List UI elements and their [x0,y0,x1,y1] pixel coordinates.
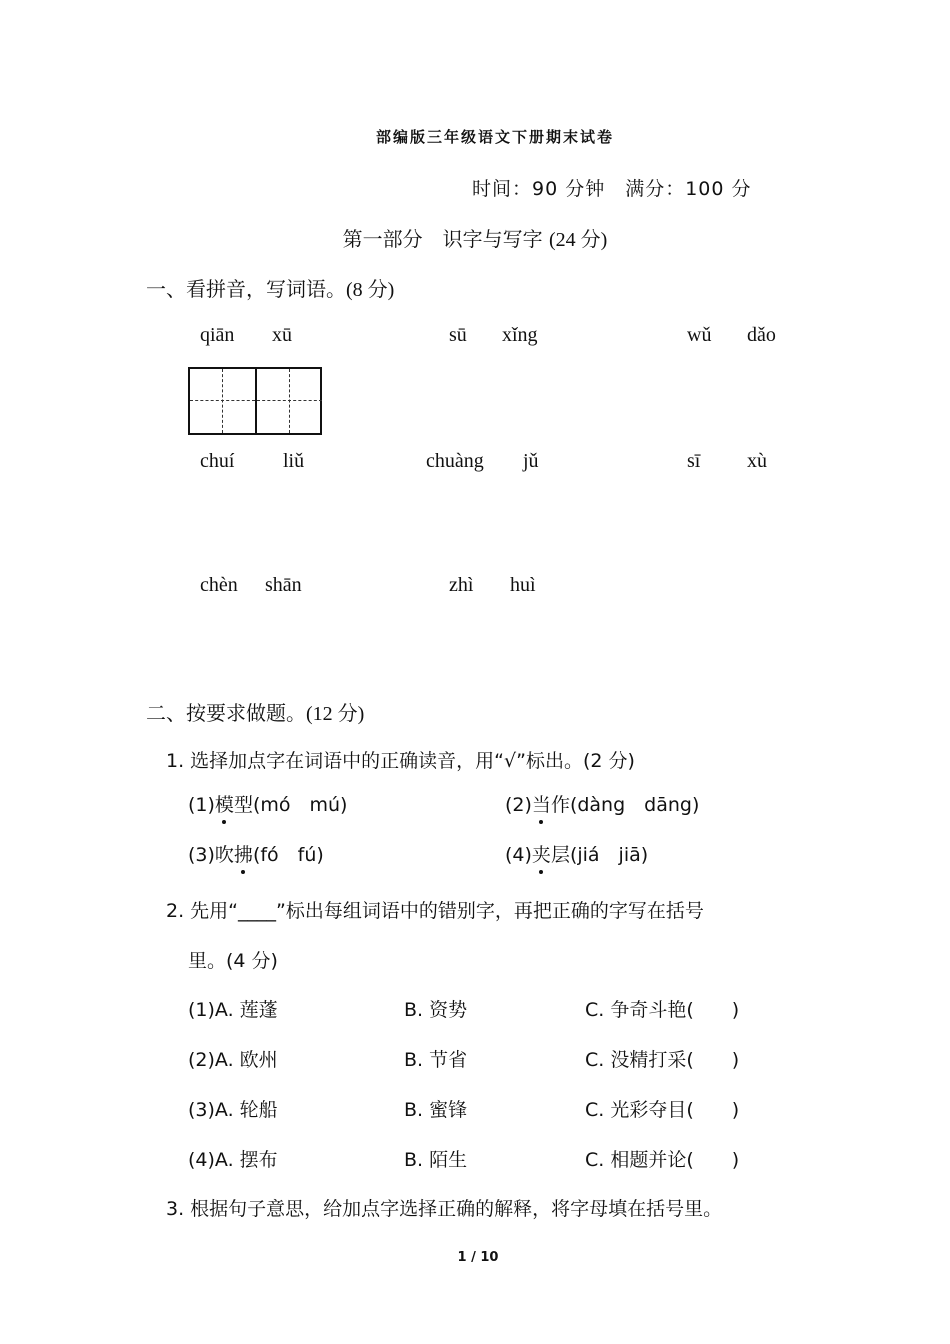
q1-option-3 [188,840,324,867]
pinyin-syllable: chuàng [426,450,484,472]
option-prefix: (4) [505,844,532,866]
pinyin-syllable: xù [747,450,767,472]
section-2-heading [146,697,364,726]
pinyin-syllable: liǔ [283,450,305,472]
section-1-heading [146,273,394,302]
dotted-char: 当 [532,790,551,817]
q2-row-3-a: (3)A. 轮船 [188,1099,278,1121]
q1-option-1 [188,790,347,817]
dotted-char: 夹 [532,840,551,867]
q1-option-4 [505,840,648,867]
dotted-char: 模 [215,790,234,817]
pinyin-syllable: zhì [449,574,474,596]
section-2-points: (12 分) [306,703,365,725]
part-heading [0,223,950,252]
question-1-stem: 1. 选择加点字在词语中的正确读音，用“√”标出。(2 分) [166,750,635,772]
pinyin-syllable: chuí [200,450,235,472]
pinyin-syllable: jǔ [523,450,539,472]
q2-row-3-c[interactable]: C. 光彩夺目( ) [585,1099,740,1121]
part-title: 第一部分 识字与写字 [342,227,543,251]
q2-row-3-b: B. 蜜锋 [404,1099,468,1121]
q2-row-1-b: B. 资势 [404,999,468,1021]
pinyin-syllable: qiān [200,324,235,346]
q2-row-2-b: B. 节省 [404,1049,468,1071]
q2-row-2-c[interactable]: C. 没精打采( ) [585,1049,740,1071]
q1-option-2 [505,790,699,817]
question-2-stem: 2. 先用“____”标出每组词语中的错别字，再把正确的字写在括号 [166,900,704,922]
option-prefix: (1) [188,794,215,816]
pinyin-syllable: huì [510,574,536,596]
section-1-points: (8 分) [346,279,395,301]
option-rest: 型(mó mú) [233,794,348,816]
q2-row-1-c[interactable]: C. 争奇斗艳( ) [585,999,740,1021]
option-rest: 层(jiá jiā) [550,844,649,866]
question-3-stem: 3. 根据句子意思，给加点字选择正确的解释，将字母填在括号里。 [166,1198,723,1220]
q2-row-2-a: (2)A. 欧州 [188,1049,278,1071]
section-1-title: 一、看拼音，写词语。 [146,277,346,301]
pinyin-syllable: dǎo [747,324,776,346]
dotted-char: 拂 [234,840,253,867]
option-rest: 作(dàng dāng) [550,794,700,816]
option-rest: (fó fú) [252,844,324,866]
part-points: (24 分) [549,229,608,251]
pinyin-syllable: sī [687,450,701,472]
page-number: 1 / 10 [457,1250,499,1265]
grid-cell[interactable] [190,369,257,433]
section-2-title: 二、按要求做题。 [146,701,306,725]
option-prefix: (3)吹 [188,844,234,866]
grid-cell[interactable] [257,369,322,433]
option-prefix: (2) [505,794,532,816]
document-title: 部编版三年级语文下册期末试卷 [375,128,614,146]
q2-row-1-a: (1)A. 莲蓬 [188,999,278,1021]
pinyin-syllable: chèn [200,574,238,596]
question-2-stem-cont: 里。(4 分) [188,950,278,972]
exam-meta: 时间：90 分钟 满分：100 分 [472,178,752,200]
q2-row-4-c[interactable]: C. 相题并论( ) [585,1149,740,1171]
pinyin-syllable: wǔ [687,324,712,346]
pinyin-syllable: sū [449,324,467,346]
pinyin-syllable: shān [265,574,302,596]
pinyin-syllable: xū [272,324,292,346]
pinyin-syllable: xǐng [502,324,538,346]
q2-row-4-b: B. 陌生 [404,1149,468,1171]
q2-row-4-a: (4)A. 摆布 [188,1149,278,1171]
writing-grid[interactable] [188,367,322,435]
